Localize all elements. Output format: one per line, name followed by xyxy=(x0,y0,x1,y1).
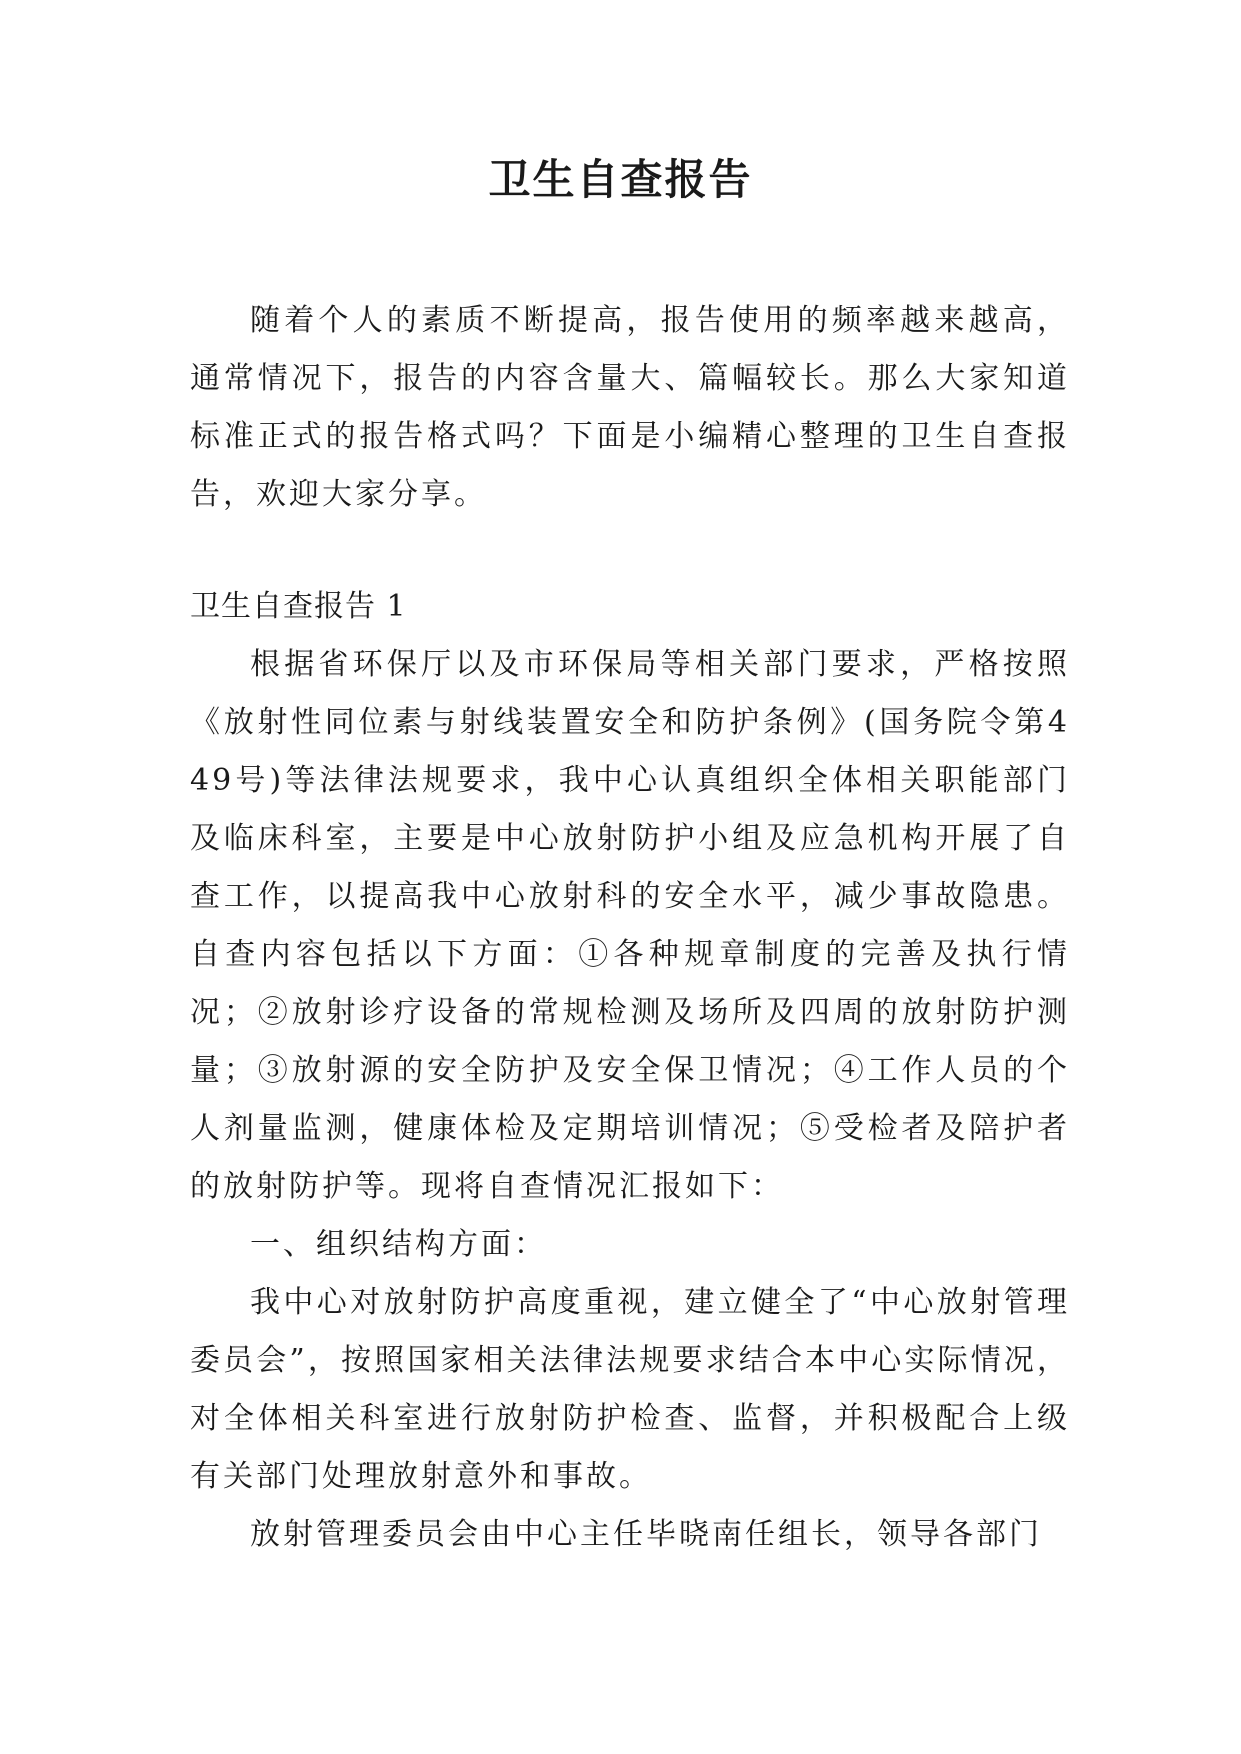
intro-block xyxy=(190,292,1070,524)
report-section xyxy=(190,578,1070,1564)
body-paragraph: 放射管理委员会由中心主任毕晓南任组长，领导各部门 xyxy=(250,1517,1042,1552)
section-heading: 卫生自查报告 1 xyxy=(190,589,407,624)
intro-paragraph: 随着个人的素质不断提高，报告使用的频率越来越高，通常情况下，报告的内容含量大、篇幅较长。那么大家知道标准正式的报告格式吗？下面是小编精心整理的卫生自查报告，欢迎大家分享。 xyxy=(190,303,1070,512)
body-paragraph: 我中心对放射防护高度重视，建立健全了“中心放射管理委员会”，按照国家相关法律法规要求结合本中心实际情况，对全体相关科室进行放射防护检查、监督，并积极配合上级有关部门处理放射意外和事故。 xyxy=(190,1285,1070,1494)
subsection-heading: 一、组织结构方面： xyxy=(250,1227,547,1262)
document-title: 卫生自查报告 xyxy=(488,155,753,204)
body-paragraph: 根据省环保厅以及市环保局等相关部门要求，严格按照《放射性同位素与射线装置安全和防护条例》(国务院令第449号)等法律法规要求，我中心认真组织全体相关职能部门及临床科室，主要是中心放射防护小组及应急机构开展了自查工作，以提高我中心放射科的安全水平，减少事故隐患。自查内容包括以下方面：①各种规章制度的完善及执行情况；②放射诊疗设备的常规检测及场所及四周的放射防护测量；③放射源的安全防护及安全保卫情况；④工作人员的个人剂量监测，健康体检及定期培训情况；⑤受检者及陪护者的放射防护等。现将自查情况汇报如下： xyxy=(190,647,1070,1204)
